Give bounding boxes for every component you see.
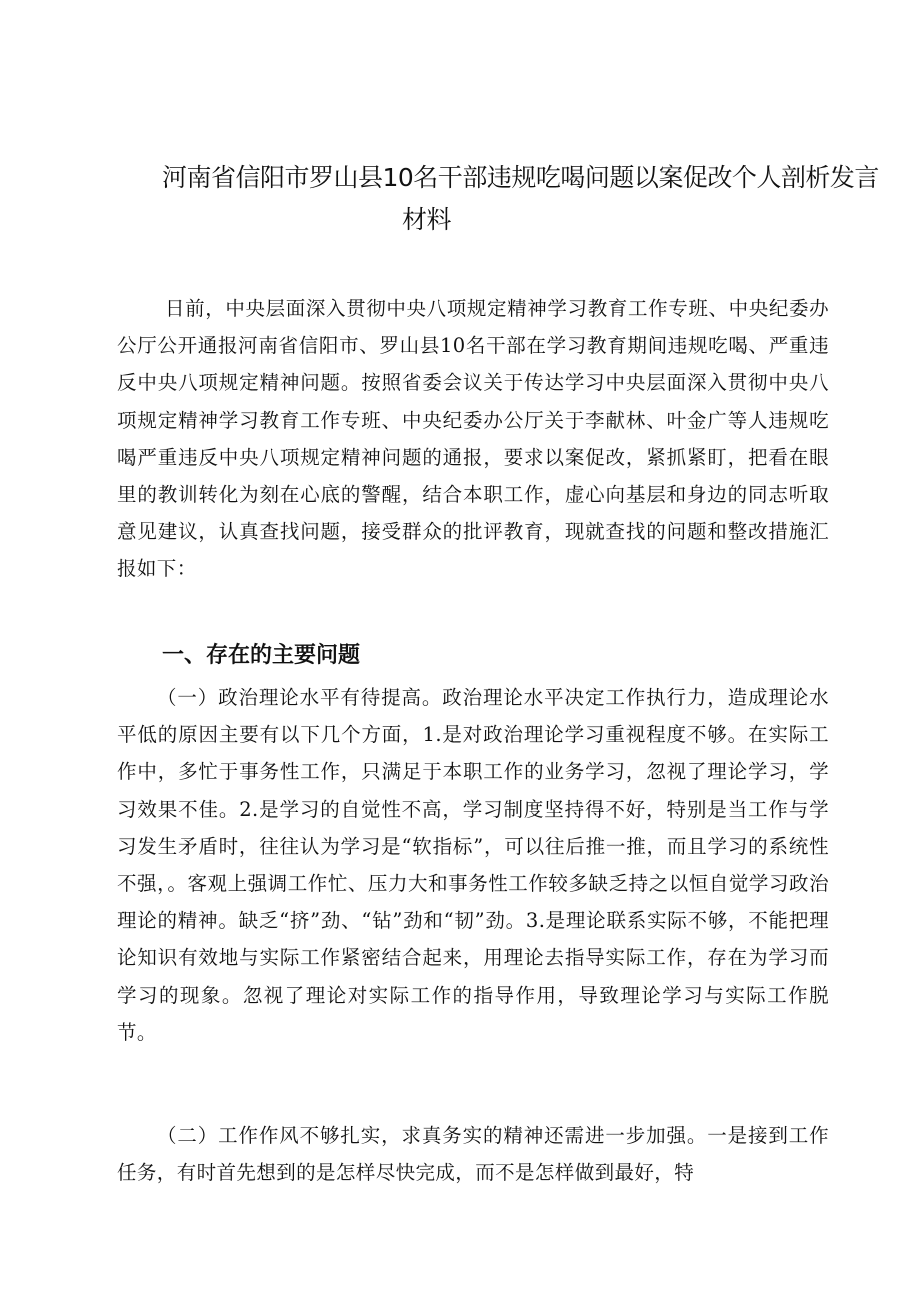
document-title	[162, 157, 879, 241]
body-paragraph: （二）工作作风不够扎实，求真务实的精神还需进一步加强。一是接到工作任务，有时首先想到的是怎样尽快完成，而不是怎样做到最好，特	[117, 1124, 829, 1185]
title-line-2: 材料	[402, 205, 452, 234]
intro-paragraph: 日前，中央层面深入贯彻中央八项规定精神学习教育工作专班、中央纪委办公厅公开通报河南省信阳市、罗山县10名干部在学习教育期间违规吃喝、严重违反中央八项规定精神问题。按照省委会议关于传达学习中央层面深入贯彻中央八项规定精神学习教育工作专班、中央纪委办公厅关于李献林、叶金广等人违规吃喝严重违反中央八项规定精神问题的通报，要求以案促改，紧抓紧盯，把看在眼里的教训转化为刻在心底的警醒，结合本职工作，虚心向基层和身边的同志听取意见建议，认真查找问题，接受群众的批评教育，现就查找的问题和整改措施汇报如下：	[117, 297, 829, 581]
body-paragraph: （一）政治理论水平有待提高。政治理论水平决定工作执行力，造成理论水平低的原因主要有以下几个方面，1.是对政治理论学习重视程度不够。在实际工作中，多忙于事务性工作，只满足于本职工作的业务学习，忽视了理论学习，学习效果不佳。2.是学习的自觉性不高，学习制度坚持得不好，特别是当工作与学习发生矛盾时，往往认为学习是“软指标”，可以往后推一推，而且学习的系统性不强，。客观上强调工作忙、压力大和事务性工作较多缺乏持之以恒自觉学习政治理论的精神。缺乏“挤”劲、“钻”劲和“韧”劲。3.是理论联系实际不够，不能把理论知识有效地与实际工作紧密结合起来，用理论去指导实际工作，存在为学习而学习的现象。忽视了理论对实际工作的指导作用，导致理论学习与实际工作脱节。	[117, 686, 829, 1044]
title-line-1: 河南省信阳市罗山县10名干部违规吃喝问题以案促改个人剖析发言	[162, 163, 879, 192]
section-heading: 一、存在的主要问题	[162, 643, 361, 668]
